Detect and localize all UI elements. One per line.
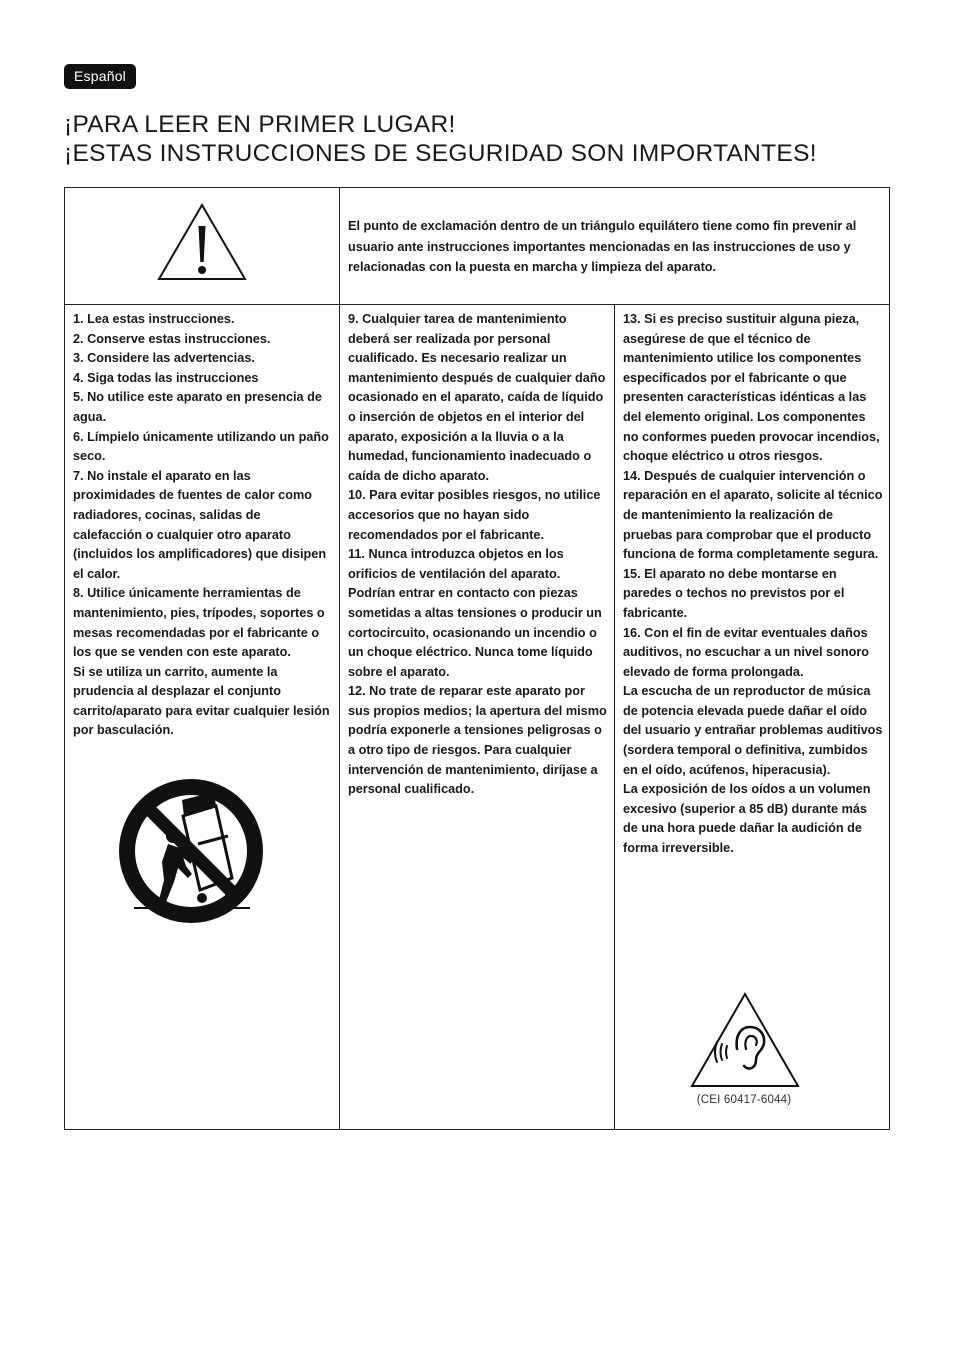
hearing-icon-caption: (CEI 60417-6044): [696, 1094, 792, 1106]
instruction-item: 10. Para evitar posibles riesgos, no utilice accesorios que no hayan sido recomendados por el fabricante.: [348, 488, 601, 542]
page-title-line-2: ¡ESTAS INSTRUCCIONES DE SEGURIDAD SON IMPORTANTES!: [64, 140, 817, 167]
instruction-item: 8. Utilice únicamente herramientas de mantenimiento, pies, trípodes, soportes o mesas recomendadas por el fabricante o los que se venden con este aparato.: [73, 586, 325, 660]
instruction-item: La escucha de un reproductor de música de potencia elevada puede dañar el oído del usuario y entrañar problemas auditivos (sordera temporal o definitiva, zumbidos en el oído, acúfenos, hiperacusia).: [623, 684, 883, 777]
table-divider-horizontal: [65, 304, 889, 305]
instruction-item: 9. Cualquier tarea de mantenimiento deberá ser realizada por personal cualificado. Es necesario realizar un mantenimiento después de cualquier daño ocasionado en el aparato, caída de líquido o inserción de objetos en el interior del aparato, exposición a la lluvia o a la humedad, funcionamiento inadecuado o caída de dicho aparato.: [348, 312, 606, 483]
language-tag: Español: [64, 64, 136, 89]
instruction-item: 1. Lea estas instrucciones.: [73, 312, 235, 326]
instruction-item: 3. Considere las advertencias.: [73, 351, 255, 366]
hearing-damage-warning-icon: [689, 991, 801, 1089]
instruction-item: 2. Conserve estas instrucciones.: [73, 331, 271, 346]
table-divider-vertical-1: [339, 188, 340, 1129]
safety-instructions-table: [64, 187, 890, 1130]
table-divider-vertical-2: [614, 305, 615, 1129]
page-title-line-1: ¡PARA LEER EN PRIMER LUGAR!: [64, 111, 456, 138]
page-title: [64, 110, 817, 168]
warning-description: El punto de exclamación dentro de un triángulo equilátero tiene como fin prevenir al usuario ante instrucciones importantes mencionadas en las instrucciones de uso y relacionadas con la puesta en marcha y limpieza del aparato.: [348, 219, 857, 274]
instructions-column-3: [623, 310, 883, 859]
instruction-item: 13. Si es preciso sustituir alguna pieza, asegúrese de que el técnico de mantenimiento utilice los componentes especificados por el fabricante o que presenten características idénticas a las del elemento original. Los componentes no conformes pueden provocar incendios, choque eléctrico u otros riesgos.: [623, 312, 880, 464]
instruction-item: 16. Con el fin de evitar eventuales daños auditivos, no escuchar a un nivel sonoro elevado de forma prolongada.: [623, 625, 870, 679]
instruction-item: 11. Nunca introduzca objetos en los orificios de ventilación del aparato. Podrían entrar en contacto con piezas sometidas a altas tensiones o producir un cortocircuito, ocasionando un incendio o un choque eléctrico. Nunca tome líquido sobre el aparato.: [348, 547, 602, 679]
exclamation-triangle-icon: [156, 202, 248, 282]
instruction-item: 15. El aparato no debe montarse en paredes o techos no previstos por el fabricante.: [623, 566, 845, 620]
instruction-item: 12. No trate de reparar este aparato por sus propios medios; la apertura del mismo podría exponerle a tensiones peligrosas o a otro tipo de riesgos. Para cualquier intervención de mantenimiento, diríjase a personal cualificado.: [348, 684, 607, 797]
instructions-column-1: [73, 310, 331, 741]
instruction-item: 6. Límpielo únicamente utilizando un paño seco.: [73, 429, 329, 464]
cart-tip-over-warning-icon: [118, 778, 264, 924]
instructions-column-2: [348, 310, 608, 800]
instruction-item: La exposición de los oídos a un volumen excesivo (superior a 85 dB) durante más de una hora puede dañar la audición de forma irreversible.: [623, 782, 871, 856]
instruction-item: 5. No utilice este aparato en presencia de agua.: [73, 390, 322, 424]
instruction-item: Si se utiliza un carrito, aumente la prudencia al desplazar el conjunto carrito/aparato para evitar cualquier lesión por basculación.: [73, 664, 330, 738]
instruction-item: 4. Siga todas las instrucciones: [73, 370, 259, 385]
instruction-item: 7. No instale el aparato en las proximidades de fuentes de calor como radiadores, cocinas, salidas de calefacción o cualquier otro aparato (incluidos los amplificadores) que disipen el calor.: [73, 468, 327, 581]
instruction-item: 14. Después de cualquier intervención o reparación en el aparato, solicite al técnico de mantenimiento la realización de pruebas para comprobar que el producto funciona de forma completamente segura.: [623, 468, 883, 562]
